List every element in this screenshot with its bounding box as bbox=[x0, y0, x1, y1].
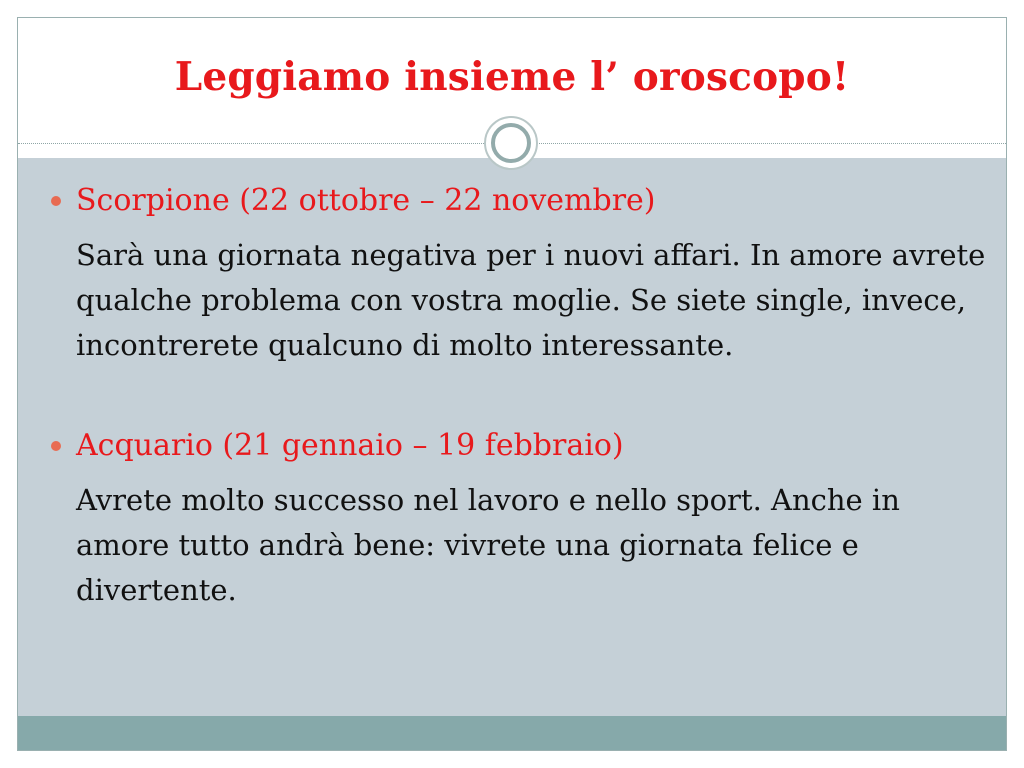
sign-forecast: Avrete molto successo nel lavoro e nello sport. Anche in amore tutto andrà bene: vivrete una giornata felice e divertente. bbox=[76, 483, 900, 607]
bullet-dot-icon bbox=[51, 196, 61, 206]
sign-heading: Scorpione (22 ottobre – 22 novembre) bbox=[76, 183, 656, 218]
sign-heading: Acquario (21 gennaio – 19 febbraio) bbox=[76, 428, 624, 463]
footer-band bbox=[18, 716, 1006, 751]
horoscope-entry-scorpione bbox=[18, 181, 1006, 368]
sign-forecast: Sarà una giornata negativa per i nuovi affari. In amore avrete qualche problema con vostra moglie. Se siete single, invece, incontrerete qualcuno di molto interessante. bbox=[76, 238, 986, 362]
bullet-dot-icon bbox=[51, 441, 61, 451]
ring-inner bbox=[491, 123, 531, 163]
horoscope-list bbox=[18, 181, 1006, 613]
slide-title: Leggiamo insieme l’ oroscopo! bbox=[174, 54, 850, 100]
horoscope-entry-acquario bbox=[18, 426, 1006, 613]
ring-ornament-icon bbox=[484, 116, 538, 170]
slide bbox=[17, 17, 1007, 751]
